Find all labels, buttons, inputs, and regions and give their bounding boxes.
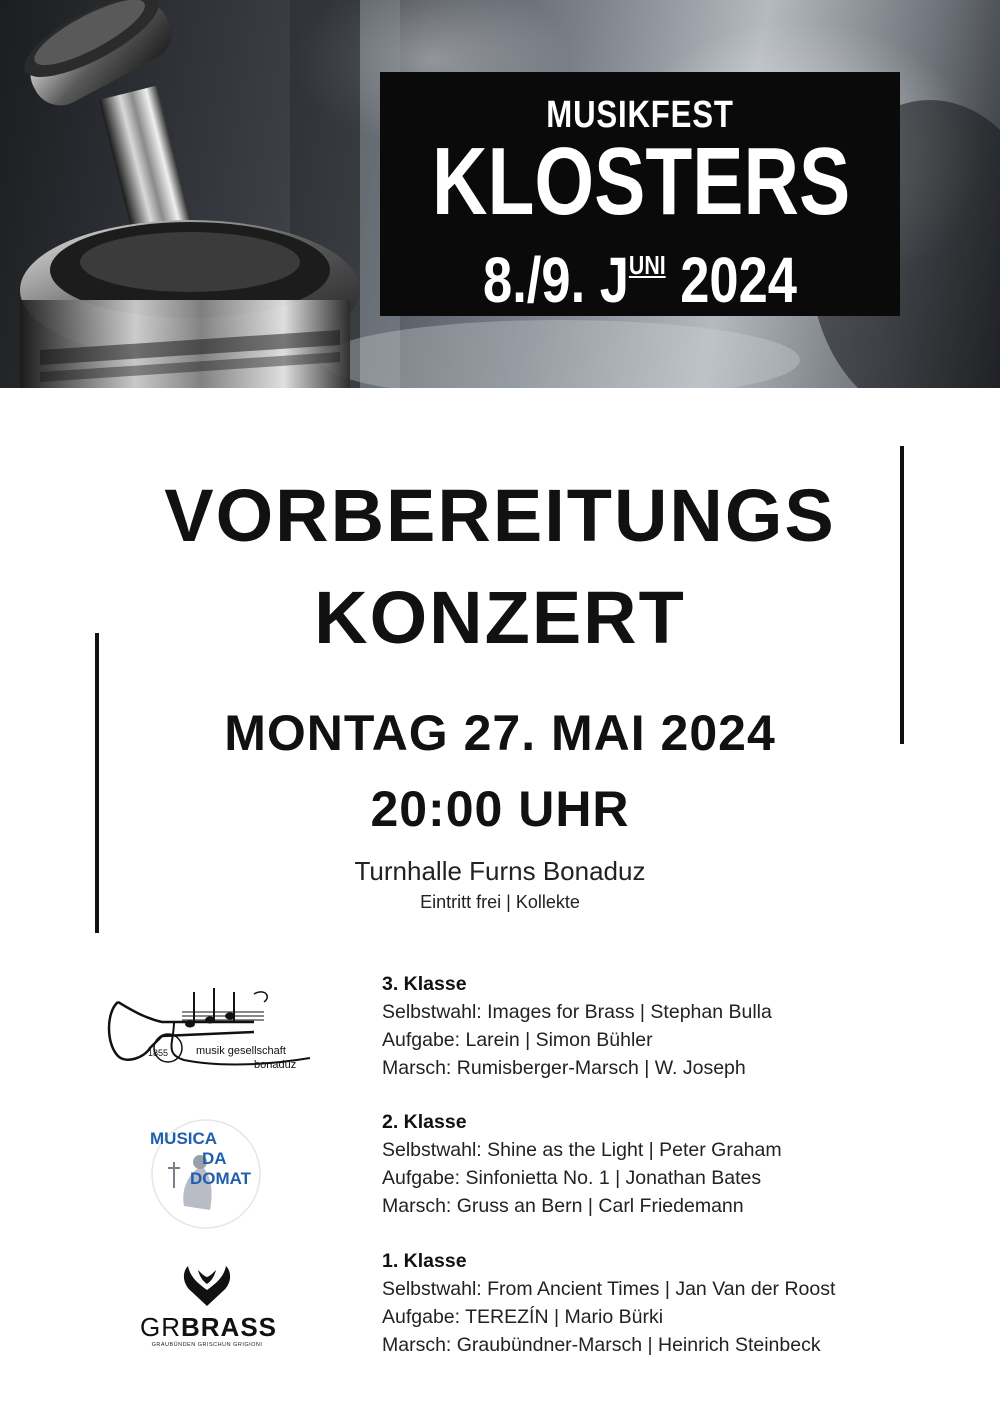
event-title-line2: KONZERT [314,576,686,659]
program-line: Aufgabe: TEREZÍN | Mario Bürki [382,1306,664,1328]
program-line: Marsch: Gruss an Bern | Carl Friedemann [382,1195,744,1217]
mgb-year: 1855 [148,1048,169,1058]
program-heading: 2. Klasse [382,1111,467,1133]
logo-musica-da-domat [144,1118,268,1230]
festival-date-year: 2024 [680,244,797,316]
musica-da-domat-logo-icon [144,1118,268,1230]
festival-banner [380,72,900,316]
header-photo [0,0,1000,388]
festival-date [427,230,853,315]
program-line: Selbstwahl: Shine as the Light | Peter Graham [382,1139,782,1161]
festival-name: KLOSTERS [432,128,851,235]
event-venue: Turnhalle Furns Bonaduz [354,856,646,886]
program-line: Aufgabe: Larein | Simon Bühler [382,1029,653,1051]
grbrass-wordmark [140,1312,278,1343]
program-block-3 [382,970,982,1082]
grbrass-subtitle: GRAUBÜNDEN GRISCHUN GRIGIONI [151,1342,263,1348]
grbrass-gr: GR [140,1312,181,1342]
program-heading: 1. Klasse [382,1250,467,1272]
event-title-line1: VORBEREITUNGS [164,474,836,557]
festival-date-main: 8./9. J [483,244,629,316]
mgb-line2: bonaduz [254,1059,297,1071]
logo-musikgesellschaft-bonaduz [104,982,316,1078]
festival-date-sup: UNI [628,250,666,280]
event-time: 20:00 UHR [370,781,630,837]
festival-label: MUSIKFEST [546,94,734,136]
program-heading: 3. Klasse [382,973,467,995]
program-block-1 [382,1247,982,1359]
mdd-line3: DOMAT [190,1169,252,1188]
program-line: Marsch: Rumisberger-Marsch | W. Joseph [382,1057,746,1079]
event-entry: Eintritt frei | Kollekte [420,892,580,912]
grbrass-brass: BRASS [181,1312,278,1342]
mdd-line1: MUSICA [150,1129,218,1148]
trumpet-logo-icon [104,982,316,1078]
event-date: MONTAG 27. MAI 2024 [224,705,776,761]
program-line: Marsch: Graubündner-Marsch | Heinrich Steinbeck [382,1334,821,1356]
program-line: Aufgabe: Sinfonietta No. 1 | Jonathan Bates [382,1167,762,1189]
program-block-2 [382,1108,982,1220]
ibex-horns-icon [140,1262,274,1312]
program-line: Selbstwahl: From Ancient Times | Jan Van der Roost [382,1278,836,1300]
program-line: Selbstwahl: Images for Brass | Stephan Bulla [382,1001,772,1023]
mgb-line1: musik gesellschaft [196,1045,286,1057]
mdd-line2: DA [202,1149,227,1168]
logo-grbrass [140,1262,278,1352]
